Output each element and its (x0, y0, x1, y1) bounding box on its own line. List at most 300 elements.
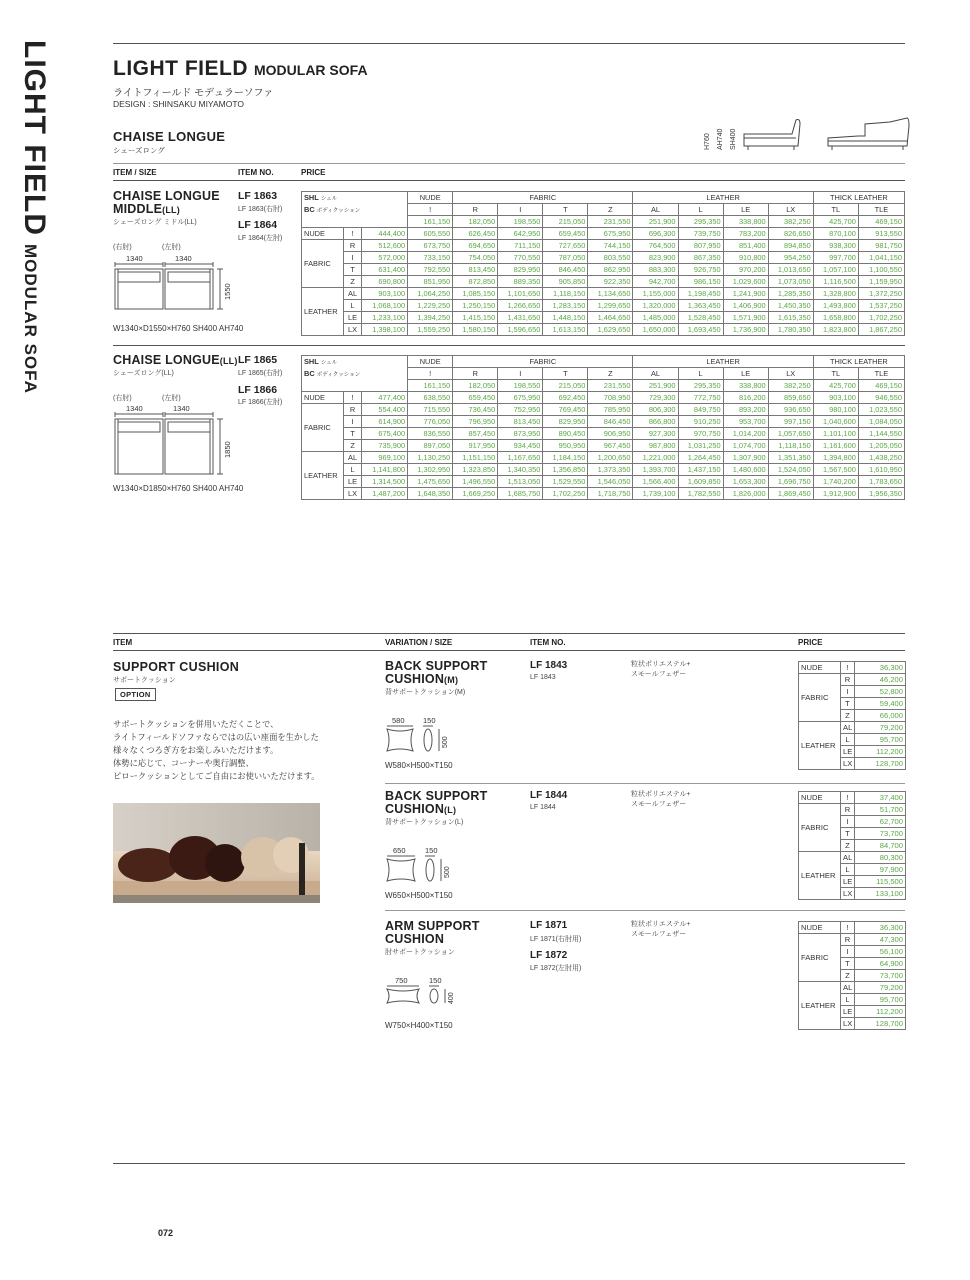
price-cell: 1,014,200 (723, 428, 768, 440)
cushion-code-sub: LF 1871(右肘用) (530, 936, 582, 943)
price-cell: 469,150 (858, 380, 904, 392)
price-cell: 846,450 (588, 416, 633, 428)
price-cell: 1,609,850 (678, 476, 723, 488)
rule-3 (113, 180, 905, 181)
price-cell: 1,029,600 (723, 276, 768, 288)
fabric-row-label: FABRIC (799, 674, 841, 722)
cushion-drawing (383, 715, 463, 765)
row-code: ! (344, 228, 362, 240)
item1-name: CHAISE LONGUE MIDDLE(LL) (113, 189, 220, 216)
col-price: PRICE (301, 168, 326, 177)
table-row (799, 674, 906, 686)
price-cell: 1,250,150 (453, 300, 498, 312)
item1-kana: シェーズロング ミドル(LL) (113, 219, 197, 226)
row-code: T (841, 958, 855, 970)
column-code: R (453, 204, 498, 216)
item2-right-arm-label: (右肘) (113, 395, 132, 402)
price-cell: 1,485,000 (633, 312, 678, 324)
price-cell: 872,850 (453, 276, 498, 288)
price-cell: 1,437,150 (678, 464, 723, 476)
price-cell: 572,000 (362, 252, 408, 264)
price-cell: 1,064,250 (408, 288, 453, 300)
fabric-header: FABRIC (453, 356, 633, 368)
page-title (113, 57, 368, 81)
fabric-header: FABRIC (453, 192, 633, 204)
price-cell: 866,800 (633, 416, 678, 428)
row-code: LE (344, 476, 362, 488)
price-cell: 936,650 (768, 404, 813, 416)
price-cell: 894,850 (768, 240, 813, 252)
cushion-drawing (383, 975, 463, 1025)
empty-cell (302, 380, 408, 392)
price-cell: 736,450 (453, 404, 498, 416)
price-cell: 752,950 (498, 404, 543, 416)
price-cell: 1,513,050 (498, 476, 543, 488)
cushion-code-sub: LF 1844 (530, 804, 556, 811)
price-cell: 1,373,350 (588, 464, 633, 476)
col-item-no-2: ITEM NO. (530, 638, 566, 647)
cushion-kana: 背サポートクッション(M) (385, 689, 466, 696)
price-cell: 1,658,800 (813, 312, 858, 324)
price-cell: 1,266,650 (498, 300, 543, 312)
price-cell: 816,200 (723, 392, 768, 404)
side-title-sub: MODULAR SOFA (21, 243, 40, 394)
price-cell: 1,229,250 (408, 300, 453, 312)
cushion-kana: 肘サポートクッション (385, 949, 455, 956)
thick-leather-header: THICK LEATHER (813, 356, 904, 368)
fabric-row-label: FABRIC (302, 404, 344, 452)
price-cell: 62,700 (855, 816, 906, 828)
price-cell: 626,450 (453, 228, 498, 240)
row-code: Z (344, 276, 362, 288)
price-cell: 1,323,850 (453, 464, 498, 476)
designer: DESIGN : SHINSAKU MIYAMOTO (113, 99, 244, 109)
price-cell: 922,350 (588, 276, 633, 288)
column-code: TL (813, 368, 858, 380)
price-cell: 1,571,900 (723, 312, 768, 324)
row-code: L (344, 300, 362, 312)
price-cell: 1,394,250 (408, 312, 453, 324)
price-cell: 1,431,650 (498, 312, 543, 324)
price-cell: 690,800 (362, 276, 408, 288)
price-cell: 867,350 (678, 252, 723, 264)
shl-cell: SHL シェル (302, 356, 408, 368)
row-code: I (841, 946, 855, 958)
item2-code2-sub: LF 1866(左肘) (238, 399, 283, 406)
price-cell: 1,615,350 (768, 312, 813, 324)
price-cell: 80,300 (855, 852, 906, 864)
item1-right-arm-label: (右肘) (113, 244, 132, 251)
column-code: TLE (858, 368, 904, 380)
cushion-name: BACK SUPPORT CUSHION(L) (385, 789, 488, 816)
cushion-material: 粒状ポリエステル+ スモールフェザー (631, 661, 691, 678)
column-code: ! (408, 204, 453, 216)
dim-h: H760 (704, 133, 711, 150)
price-cell: 733,150 (408, 252, 453, 264)
row-code: L (841, 864, 855, 876)
leather-row-label: LEATHER (799, 852, 841, 900)
price-cell: 631,400 (362, 264, 408, 276)
price-cell: 938,300 (813, 240, 858, 252)
price-cell: 554,400 (362, 404, 408, 416)
item2-code1: LF 1865 (238, 354, 278, 366)
price-cell: 425,700 (813, 216, 858, 228)
table-row (302, 216, 905, 228)
price-cell: 1,023,550 (858, 404, 904, 416)
price-cell: 1,653,300 (723, 476, 768, 488)
column-code: T (543, 204, 588, 216)
cushion-width-label: 650 (393, 846, 406, 855)
leather-row-label: LEATHER (302, 452, 344, 500)
price-cell: 754,050 (453, 252, 498, 264)
price-cell: 1,782,550 (678, 488, 723, 500)
item1-width-1: 1340 (126, 254, 143, 263)
table-row (799, 804, 906, 816)
cushion-code: LF 1871 (530, 920, 568, 931)
cushion-material: 粒状ポリエステル+ スモールフェザー (631, 791, 691, 808)
price-cell: 64,900 (855, 958, 906, 970)
price-cell: 980,100 (813, 404, 858, 416)
price-cell: 1,167,650 (498, 452, 543, 464)
cushion-code: LF 1843 (530, 660, 568, 671)
column-code: AL (633, 368, 678, 380)
table-row (302, 404, 905, 416)
cushion-name: ARM SUPPORT CUSHION (385, 919, 480, 946)
price-cell: 1,057,650 (768, 428, 813, 440)
price-cell: 806,300 (633, 404, 678, 416)
row-code: LX (841, 888, 855, 900)
price-cell: 1,528,450 (678, 312, 723, 324)
price-cell: 913,550 (858, 228, 904, 240)
price-cell: 903,100 (362, 288, 408, 300)
price-cell: 772,750 (678, 392, 723, 404)
price-cell: 198,550 (498, 216, 543, 228)
price-cell: 97,900 (855, 864, 906, 876)
row-code: ! (344, 392, 362, 404)
col-item-no: ITEM NO. (238, 168, 274, 177)
fabric-row-label: FABRIC (799, 804, 841, 852)
support-cushion-title: SUPPORT CUSHION (113, 660, 240, 674)
price-cell: 1,159,950 (858, 276, 904, 288)
item1-width-2: 1340 (175, 254, 192, 263)
price-cell: 1,496,550 (453, 476, 498, 488)
price-cell: 744,150 (588, 240, 633, 252)
price-cell: 1,867,250 (858, 324, 904, 336)
price-cell: 981,750 (858, 240, 904, 252)
col-price-2: PRICE (798, 638, 823, 647)
price-cell: 1,320,000 (633, 300, 678, 312)
row-code: AL (344, 288, 362, 300)
price-cell: 425,700 (813, 380, 858, 392)
price-cell: 1,393,700 (633, 464, 678, 476)
column-code: LE (723, 368, 768, 380)
price-table-chaise-middle (301, 191, 905, 336)
table-row (302, 380, 905, 392)
price-cell: 1,613,150 (543, 324, 588, 336)
nude-row-label: NUDE (799, 662, 841, 674)
price-cell: 1,546,050 (588, 476, 633, 488)
item2-code1-sub: LF 1865(右肘) (238, 370, 283, 377)
table-row (302, 300, 905, 312)
row-code: AL (841, 852, 855, 864)
col-item-size: ITEM / SIZE (113, 168, 157, 177)
price-cell: 711,150 (498, 240, 543, 252)
fabric-row-label: FABRIC (302, 240, 344, 288)
price-cell: 1,596,650 (498, 324, 543, 336)
price-cell: 1,057,100 (813, 264, 858, 276)
row-code: LE (841, 1006, 855, 1018)
row-code: LE (344, 312, 362, 324)
price-cell: 1,198,450 (678, 288, 723, 300)
leather-row-label: LEATHER (799, 722, 841, 770)
price-cell: 675,950 (498, 392, 543, 404)
price-cell: 829,950 (498, 264, 543, 276)
price-cell: 251,900 (633, 380, 678, 392)
price-cell: 1,394,800 (813, 452, 858, 464)
price-cell: 295,350 (678, 216, 723, 228)
dim-sh: SH400 (730, 128, 737, 150)
cushion-code-sub: LF 1843 (530, 674, 556, 681)
price-cell: 783,200 (723, 228, 768, 240)
price-cell: 927,300 (633, 428, 678, 440)
price-cell: 1,041,150 (858, 252, 904, 264)
table-row (302, 476, 905, 488)
nude-row-label: NUDE (302, 392, 344, 404)
price-cell: 79,200 (855, 722, 906, 734)
page-number: 072 (158, 1228, 174, 1238)
row-code: R (841, 934, 855, 946)
item2-left-arm-label: (左肘) (162, 395, 181, 402)
price-cell: 953,700 (723, 416, 768, 428)
price-cell: 903,100 (813, 392, 858, 404)
row-code: I (841, 686, 855, 698)
cushion-separator (385, 910, 905, 911)
price-cell: 614,900 (362, 416, 408, 428)
price-cell: 1,823,800 (813, 324, 858, 336)
price-cell: 112,200 (855, 1006, 906, 1018)
item1-left-arm-label: (左肘) (162, 244, 181, 251)
item1-size: W1340×D1550×H760 SH400 AH740 (113, 324, 244, 333)
cushion-size: W750×H400×T150 (385, 1021, 453, 1030)
price-cell: 770,550 (498, 252, 543, 264)
row-code: ! (841, 922, 855, 934)
price-cell: 970,200 (723, 264, 768, 276)
table-row (302, 392, 905, 404)
price-cell: 37,400 (855, 792, 906, 804)
row-code: T (344, 264, 362, 276)
section1-kana: シェーズロング (113, 146, 165, 155)
price-cell: 851,400 (723, 240, 768, 252)
price-cell: 673,750 (408, 240, 453, 252)
column-code: I (498, 368, 543, 380)
price-cell: 1,116,500 (813, 276, 858, 288)
price-cell: 1,356,850 (543, 464, 588, 476)
price-cell: 251,900 (633, 216, 678, 228)
cushion-photo (113, 803, 320, 903)
item2-kana: シェーズロング(LL) (113, 370, 174, 377)
price-cell: 1,869,450 (768, 488, 813, 500)
price-cell: 910,250 (678, 416, 723, 428)
row-code: R (841, 804, 855, 816)
item1-code1-sub: LF 1863(右肘) (238, 206, 283, 213)
price-cell: 1,363,450 (678, 300, 723, 312)
price-cell: 1,464,650 (588, 312, 633, 324)
nude-row-label: NUDE (799, 792, 841, 804)
dim-ah: AH740 (717, 128, 724, 150)
price-cell: 1,559,250 (408, 324, 453, 336)
item2-name: CHAISE LONGUE(LL) (113, 353, 238, 367)
table-row (302, 288, 905, 300)
title-kana: ライトフィールド モデュラーソファ (113, 88, 274, 99)
price-cell: 846,450 (543, 264, 588, 276)
price-cell: 215,050 (543, 380, 588, 392)
row-code: Z (841, 970, 855, 982)
row-code: R (841, 674, 855, 686)
row-code: T (841, 828, 855, 840)
table-row (799, 852, 906, 864)
row-code: AL (344, 452, 362, 464)
price-cell: 84,700 (855, 840, 906, 852)
cushion-separator (385, 783, 905, 784)
price-cell: 1,693,450 (678, 324, 723, 336)
table-header-row (302, 356, 905, 368)
price-cell: 477,400 (362, 392, 408, 404)
price-cell: 764,500 (633, 240, 678, 252)
price-cell: 787,050 (543, 252, 588, 264)
price-cell: 1,718,750 (588, 488, 633, 500)
price-cell: 813,450 (453, 264, 498, 276)
column-code: LX (768, 368, 813, 380)
price-cell: 1,493,800 (813, 300, 858, 312)
price-cell: 231,550 (588, 380, 633, 392)
cushion-code-2: LF 1872 (530, 950, 568, 961)
shl-cell: SHL シェル (302, 192, 408, 204)
price-cell: 1,826,000 (723, 488, 768, 500)
title-main: LIGHT FIELD (113, 57, 248, 80)
price-cell: 1,161,600 (813, 440, 858, 452)
price-cell: 769,450 (543, 404, 588, 416)
price-cell: 1,233,100 (362, 312, 408, 324)
nude-row-label: NUDE (799, 922, 841, 934)
row-code: AL (841, 722, 855, 734)
price-cell: 1,264,450 (678, 452, 723, 464)
item1-code2-sub: LF 1864(左肘) (238, 235, 283, 242)
cushion-drawing (383, 845, 463, 895)
price-cell: 112,200 (855, 746, 906, 758)
price-cell: 870,100 (813, 228, 858, 240)
price-cell: 862,950 (588, 264, 633, 276)
price-cell: 893,200 (723, 404, 768, 416)
price-cell: 910,800 (723, 252, 768, 264)
price-cell: 1,669,250 (453, 488, 498, 500)
column-code: L (678, 368, 723, 380)
row-code: R (344, 240, 362, 252)
table-row (302, 452, 905, 464)
leather-row-label: LEATHER (799, 982, 841, 1030)
item1-plan-drawing (110, 262, 235, 322)
cushion-height-label: 500 (442, 736, 449, 748)
column-code: Z (588, 204, 633, 216)
price-cell: 1,085,150 (453, 288, 498, 300)
row-code: Z (841, 710, 855, 722)
price-cell: 849,750 (678, 404, 723, 416)
price-cell: 997,150 (768, 416, 813, 428)
price-cell: 1,101,100 (813, 428, 858, 440)
row-code: LE (841, 746, 855, 758)
price-cell: 1,068,100 (362, 300, 408, 312)
rule-5 (113, 633, 905, 634)
price-cell: 338,800 (723, 216, 768, 228)
column-code: L (678, 204, 723, 216)
price-cell: 161,150 (408, 216, 453, 228)
cushion-size: W650×H500×T150 (385, 891, 453, 900)
price-cell: 1,537,250 (858, 300, 904, 312)
title-sub: MODULAR SOFA (254, 62, 368, 78)
cushion-height-label: 400 (448, 992, 455, 1004)
row-code: LX (344, 488, 362, 500)
price-cell: 642,950 (498, 228, 543, 240)
price-cell: 1,487,200 (362, 488, 408, 500)
table-row (799, 722, 906, 734)
price-cell: 51,700 (855, 804, 906, 816)
cushion-height-label: 500 (444, 866, 451, 878)
price-cell: 1,372,250 (858, 288, 904, 300)
price-cell: 823,900 (633, 252, 678, 264)
table-row (302, 464, 905, 476)
price-cell: 605,550 (408, 228, 453, 240)
thick-leather-header: THICK LEATHER (813, 192, 904, 204)
price-cell: 692,450 (543, 392, 588, 404)
price-cell: 739,750 (678, 228, 723, 240)
price-cell: 47,300 (855, 934, 906, 946)
price-cell: 1,340,350 (498, 464, 543, 476)
price-cell: 1,448,150 (543, 312, 588, 324)
price-cell: 889,350 (498, 276, 543, 288)
table-row (302, 276, 905, 288)
price-cell: 1,648,350 (408, 488, 453, 500)
price-cell: 1,241,900 (723, 288, 768, 300)
leather-header: LEATHER (633, 356, 813, 368)
table-row (302, 416, 905, 428)
price-cell: 231,550 (588, 216, 633, 228)
row-code: L (841, 994, 855, 1006)
price-cell: 1,610,950 (858, 464, 904, 476)
price-cell: 638,550 (408, 392, 453, 404)
price-cell: 1,566,400 (633, 476, 678, 488)
price-cell: 1,141,800 (362, 464, 408, 476)
price-cell: 1,151,150 (453, 452, 498, 464)
item2-depth: 1850 (223, 441, 232, 458)
price-cell: 512,600 (362, 240, 408, 252)
price-cell: 1,702,250 (543, 488, 588, 500)
price-cell: 826,650 (768, 228, 813, 240)
price-cell: 1,307,900 (723, 452, 768, 464)
table-row (302, 488, 905, 500)
price-cell: 115,500 (855, 876, 906, 888)
cushion-code-2-sub: LF 1872(左肘用) (530, 965, 582, 972)
column-code: ! (408, 368, 453, 380)
row-code: L (344, 464, 362, 476)
price-cell: 128,700 (855, 1018, 906, 1030)
price-cell: 883,300 (633, 264, 678, 276)
price-cell: 46,200 (855, 674, 906, 686)
leather-header: LEATHER (633, 192, 813, 204)
cushion-size: W580×H500×T150 (385, 761, 453, 770)
price-cell: 934,450 (498, 440, 543, 452)
price-cell: 1,740,200 (813, 476, 858, 488)
table-row (302, 228, 905, 240)
column-code: R (453, 368, 498, 380)
